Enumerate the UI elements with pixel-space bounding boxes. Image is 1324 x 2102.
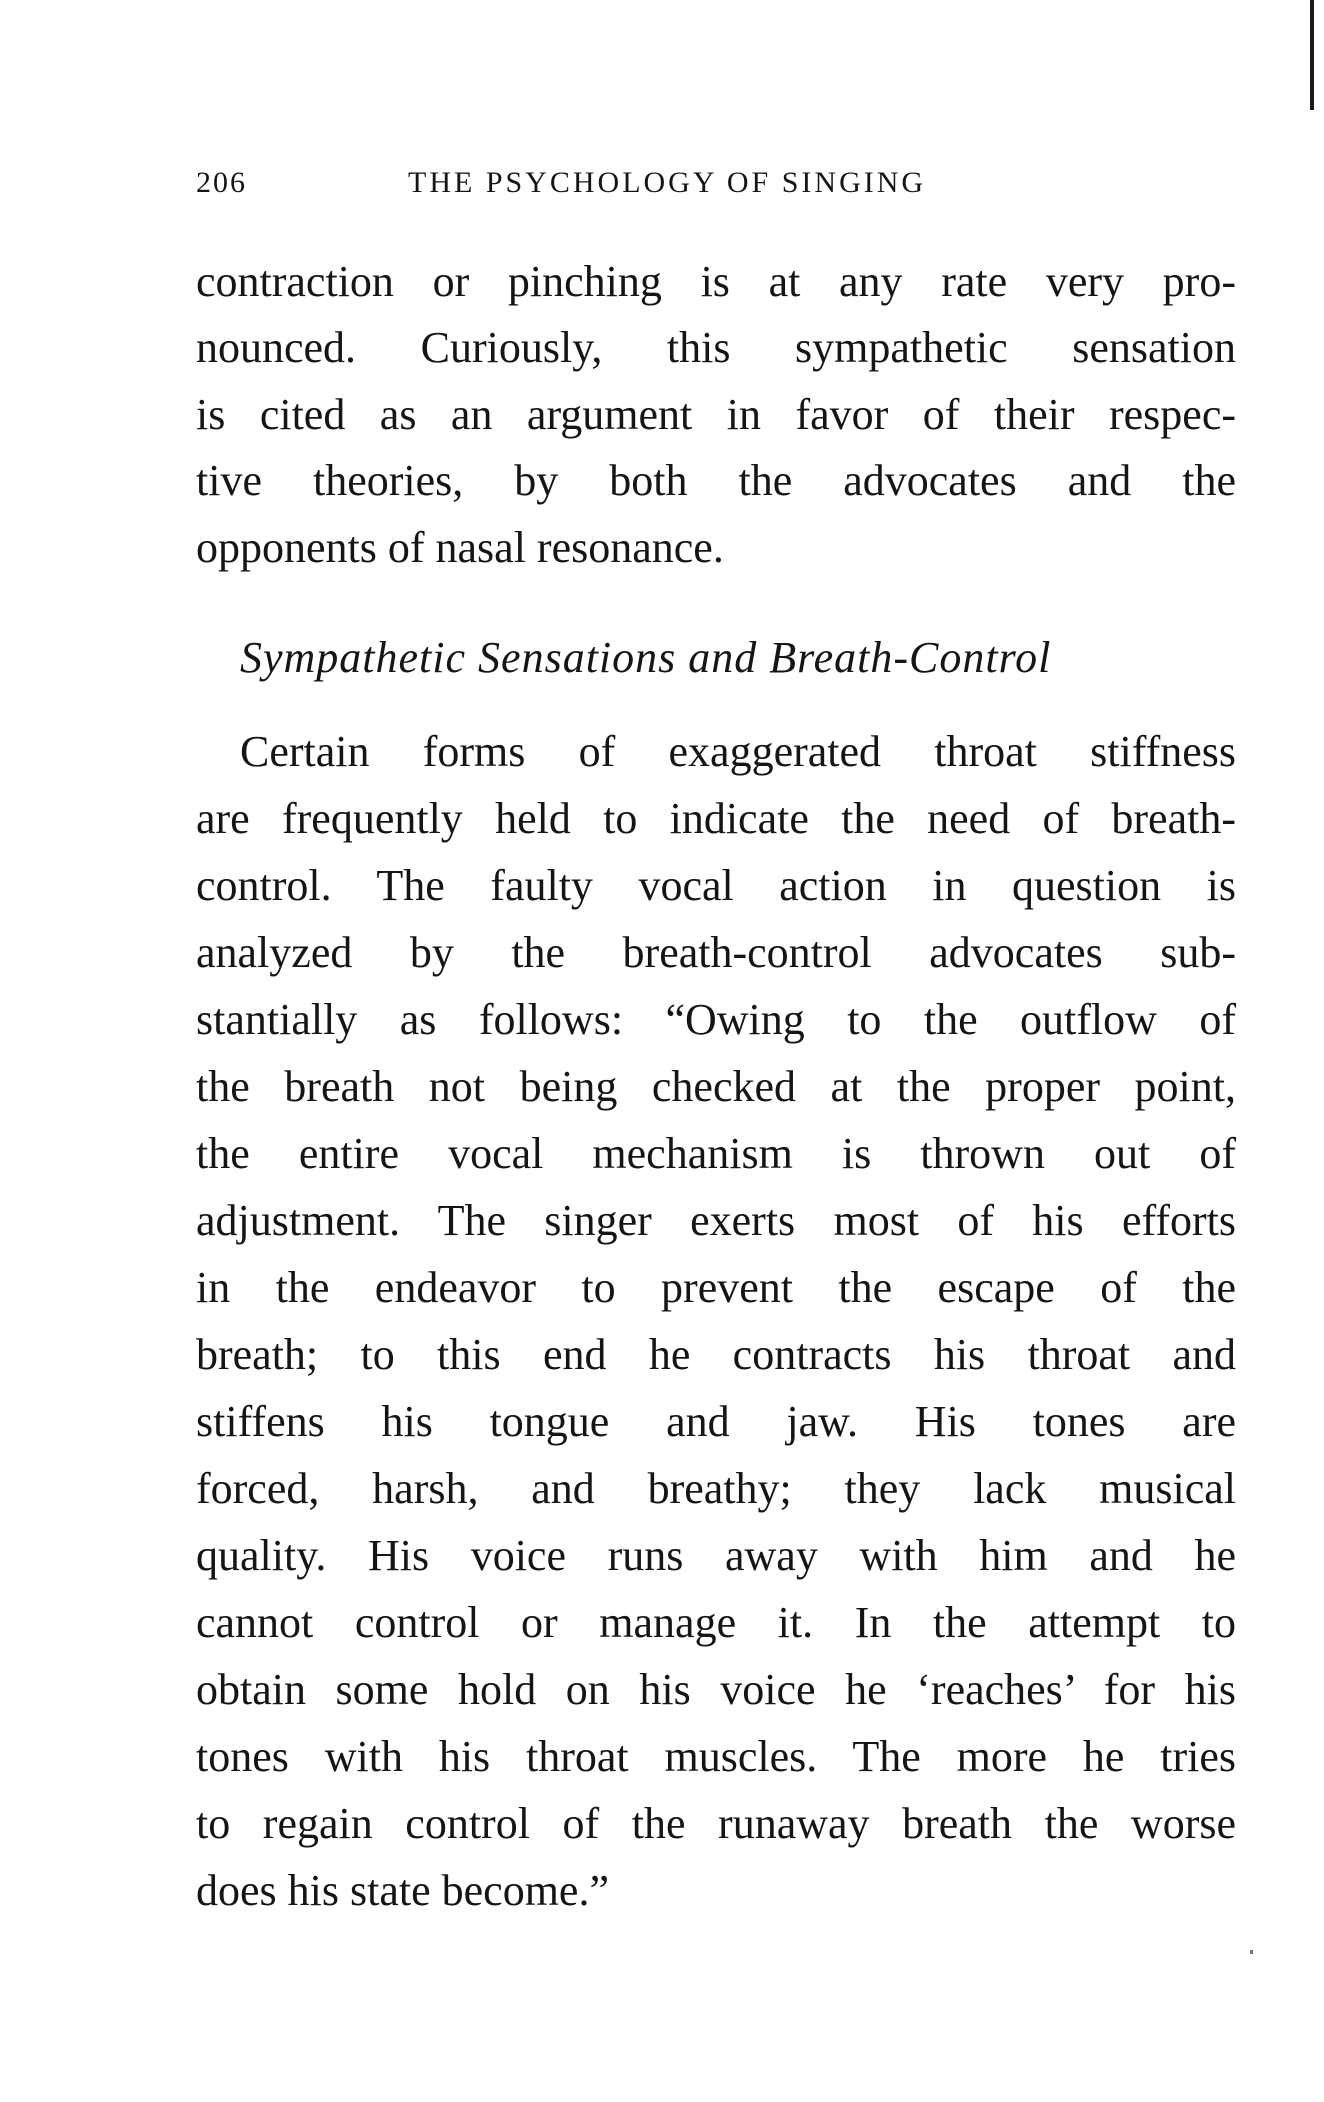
- paragraph-2-line-18: does his state become.”: [196, 1866, 609, 1915]
- paragraph-1-line-3: is cited as an argument in favor of their respec-: [196, 390, 1236, 439]
- paragraph-2-line-5: stantially as follows: “Owing to the outflow of: [196, 995, 1236, 1044]
- paragraph-2-line-11: stiffens his tongue and jaw. His tones are: [196, 1397, 1236, 1446]
- paragraph-2-line-4: analyzed by the breath-control advocates sub-: [196, 928, 1236, 977]
- paragraph-2-line-8: adjustment. The singer exerts most of his efforts: [196, 1196, 1236, 1245]
- page-edge-mark: [1310, 0, 1314, 110]
- paragraph-2-line-12: forced, harsh, and breathy; they lack musical: [196, 1464, 1236, 1513]
- paragraph-2-line-6: the breath not being checked at the proper point,: [196, 1062, 1236, 1111]
- paragraph-1-line-5: opponents of nasal resonance.: [196, 523, 724, 572]
- paragraph-2-line-2: are frequently held to indicate the need of breath-: [196, 794, 1236, 843]
- section-heading: Sympathetic Sensations and Breath-Control: [240, 633, 1052, 682]
- paragraph-2-line-13: quality. His voice runs away with him and he: [196, 1531, 1236, 1580]
- running-title: THE PSYCHOLOGY OF SINGING: [408, 166, 927, 199]
- paragraph-1-line-1: contraction or pinching is at any rate very pro-: [196, 257, 1236, 306]
- paragraph-2-line-14: cannot control or manage it. In the attempt to: [196, 1598, 1236, 1647]
- paragraph-2-line-9: in the endeavor to prevent the escape of the: [196, 1263, 1236, 1312]
- paragraph-1-line-2: nounced. Curiously, this sympathetic sensation: [196, 323, 1236, 372]
- paragraph-2-line-15: obtain some hold on his voice he ‘reaches’ for his: [196, 1665, 1236, 1714]
- paragraph-2-line-1: Certain forms of exaggerated throat stiffness: [240, 727, 1236, 776]
- paragraph-2-line-7: the entire vocal mechanism is thrown out of: [196, 1129, 1236, 1178]
- paragraph-2-line-17: to regain control of the runaway breath the worse: [196, 1799, 1236, 1848]
- speck-mark: [1250, 1950, 1253, 1954]
- page-number: 206: [196, 166, 247, 199]
- paragraph-2-line-16: tones with his throat muscles. The more he tries: [196, 1732, 1236, 1781]
- paragraph-2-line-10: breath; to this end he contracts his throat and: [196, 1330, 1236, 1379]
- paragraph-1-line-4: tive theories, by both the advocates and the: [196, 456, 1236, 505]
- paragraph-2-line-3: control. The faulty vocal action in question is: [196, 861, 1236, 910]
- running-header: [196, 166, 1236, 210]
